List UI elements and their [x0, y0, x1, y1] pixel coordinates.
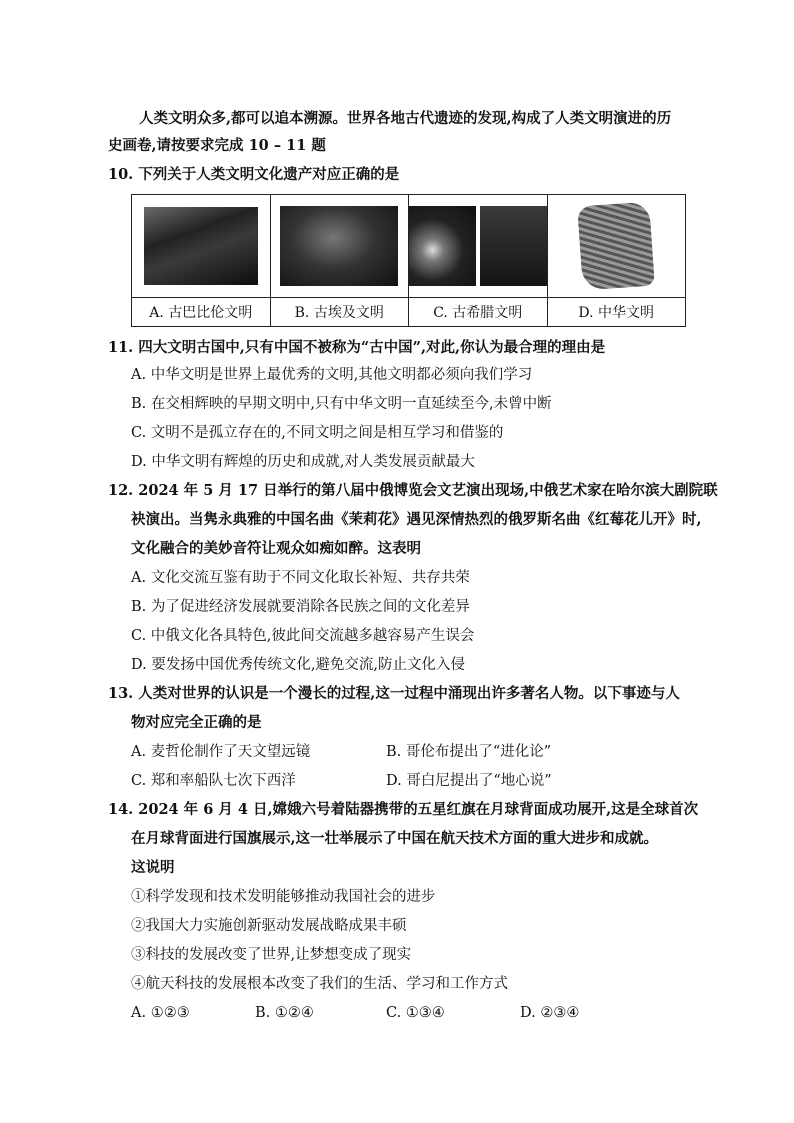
- q12-stem-3: 文化融合的美妙音符让观众如痴如醉。这表明: [131, 540, 421, 557]
- q12-option-b: B. 为了促进经济发展就要消除各民族之间的文化差异: [131, 599, 470, 615]
- q11-option-d: D. 中华文明有辉煌的历史和成就,对人类发展贡献最大: [131, 454, 475, 470]
- q13-stem-2: 物对应完全正确的是: [131, 714, 262, 731]
- q14-stem-1: 14. 2024 年 6 月 4 日,嫦娥六号着陆器携带的五星红旗在月球背面成功展开,这是全球首次: [108, 801, 699, 818]
- oracle-bone-photo: [577, 202, 655, 291]
- q10-image-cell-b: [270, 195, 409, 298]
- q11-option-b: B. 在交相辉映的早期文明中,只有中华文明一直延续至今,未曾中断: [131, 396, 552, 412]
- q14-statement-1: ①科学发现和技术发明能够推动我国社会的进步: [131, 889, 436, 905]
- q14-option-c: C. ①③④: [386, 1005, 445, 1021]
- intro-line-1: 人类文明众多,都可以追本溯源。世界各地古代遗迹的发现,构成了人类文明演进的历: [139, 110, 672, 127]
- q10-image-table: [131, 194, 686, 327]
- q14-option-a: A. ①②③: [131, 1005, 190, 1021]
- q10-option-a: A. 古巴比伦文明: [132, 298, 271, 327]
- q13-option-d: D. 哥白尼提出了“地心说”: [386, 773, 552, 789]
- q13-option-c: C. 郑和率船队七次下西洋: [131, 773, 296, 789]
- q10-option-b: B. 古埃及文明: [270, 298, 409, 327]
- q10-image-cell-c: [409, 195, 548, 298]
- q12-option-c: C. 中俄文化各具特色,彼此间交流越多越容易产生误会: [131, 628, 475, 644]
- q11-option-c: C. 文明不是孤立存在的,不同文明之间是相互学习和借鉴的: [131, 425, 504, 441]
- q14-stem-2: 在月球背面进行国旗展示,这一壮举展示了中国在航天技术方面的重大进步和成就。: [131, 830, 659, 847]
- q12-stem-2: 袂演出。当隽永典雅的中国名曲《茉莉花》遇见深情热烈的俄罗斯名曲《红莓花儿开》时,: [131, 511, 702, 528]
- q14-option-d: D. ②③④: [520, 1005, 580, 1021]
- q10-option-c: C. 古希腊文明: [409, 298, 548, 327]
- q13-option-b: B. 哥伦布提出了“进化论”: [386, 744, 552, 760]
- egypt-relic-photo: [280, 206, 398, 286]
- q14-statement-3: ③科技的发展改变了世界,让梦想变成了现实: [131, 947, 412, 963]
- intro-line-2: 史画卷,请按要求完成 10 – 11 题: [108, 137, 326, 154]
- q14-statement-2: ②我国大力实施创新驱动发展战略成果丰硕: [131, 918, 407, 934]
- q10-option-d: D. 中华文明: [547, 298, 686, 327]
- q11-stem: 11. 四大文明古国中,只有中国不被称为“古中国”,对此,你认为最合理的理由是: [108, 339, 606, 356]
- q12-stem-1: 12. 2024 年 5 月 17 日举行的第八届中俄博览会文艺演出现场,中俄艺术家在哈尔滨大剧院联: [108, 482, 718, 499]
- q14-stem-3: 这说明: [131, 859, 175, 876]
- q14-statement-4: ④航天科技的发展根本改变了我们的生活、学习和工作方式: [131, 976, 508, 992]
- greece-relic-photo: [409, 206, 547, 286]
- q10-stem: 10. 下列关于人类文明文化遗产对应正确的是: [108, 166, 400, 183]
- q14-option-b: B. ①②④: [255, 1005, 314, 1021]
- babylon-relic-photo: [144, 207, 258, 285]
- q10-image-cell-d: [547, 195, 686, 298]
- q11-option-a: A. 中华文明是世界上最优秀的文明,其他文明都必须向我们学习: [131, 367, 533, 383]
- q10-image-cell-a: [132, 195, 271, 298]
- q12-option-a: A. 文化交流互鉴有助于不同文化取长补短、共存共荣: [131, 570, 470, 586]
- q13-option-a: A. 麦哲伦制作了天文望远镜: [131, 744, 311, 760]
- q13-stem-1: 13. 人类对世界的认识是一个漫长的过程,这一过程中涌现出许多著名人物。以下事迹与人: [108, 685, 680, 702]
- q12-option-d: D. 要发扬中国优秀传统文化,避免交流,防止文化入侵: [131, 657, 466, 673]
